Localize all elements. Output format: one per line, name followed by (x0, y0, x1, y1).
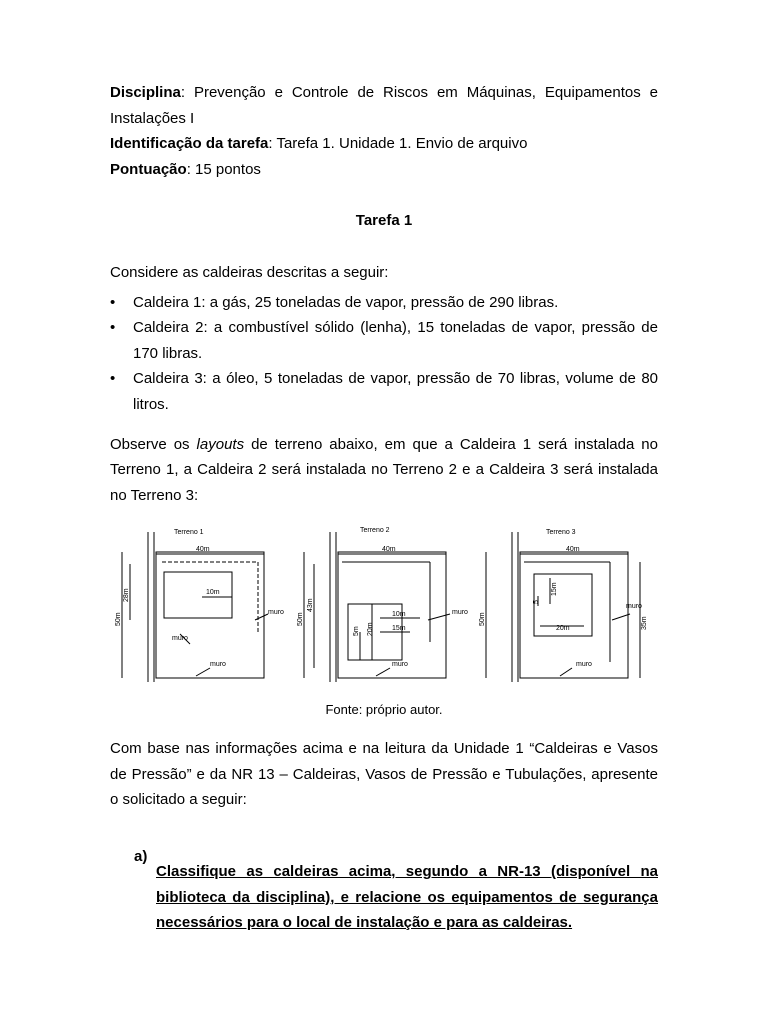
document-body (110, 80, 658, 508)
observe-after: de terreno abaixo, em que a Caldeira 1 será instalada no Terreno 1, a Caldeira 2 será instalada no Terreno 2 e a Caldeira 3 será instalada no Terreno 3: (110, 435, 658, 504)
terreno-3-title: Terreno 3 (546, 529, 576, 536)
terreno-1-diagram (122, 532, 268, 682)
terreno-2-d4-label: 20m (367, 622, 374, 636)
terreno-3-d4-label: 35m (641, 616, 648, 630)
terreno-2-title: Terreno 2 (360, 527, 390, 534)
terreno-1-height-label: 50m (115, 612, 122, 626)
terreno-1-width-label: 40m (196, 546, 210, 553)
disciplina-line (110, 80, 658, 131)
terreno-2-height-label: 50m (297, 612, 304, 626)
terreno-3-d2-label: 15m (551, 582, 558, 596)
terreno-2-wall-label-1: muro (452, 609, 468, 616)
intro-text: Considere as caldeiras descritas a seguir: (110, 263, 389, 281)
list-item (110, 290, 658, 316)
terreno-2-inner-height-label: 43m (307, 598, 314, 612)
terreno-2-diagram (304, 532, 450, 682)
terreno-3-height-label: 50m (479, 612, 486, 626)
pontuacao-label: Pontuação (110, 160, 187, 178)
terreno-2-d1-label: 10m (392, 611, 406, 618)
terreno-1-wall-label-1: muro (268, 609, 284, 616)
pontuacao-value: : 15 pontos (186, 160, 261, 178)
disciplina-value: : Prevenção e Controle de Riscos em Máquinas, Equipamentos e Instalações I (110, 84, 658, 127)
terreno-2-wall-label-2: muro (392, 661, 408, 668)
terreno-1-title: Terreno 1 (174, 529, 204, 536)
identificacao-line (110, 131, 658, 157)
identificacao-value: : Tarefa 1. Unidade 1. Envio de arquivo (268, 135, 528, 153)
observe-before: Observe os (110, 435, 197, 453)
terreno-1-inner-width-label: 10m (206, 589, 220, 596)
terreno-2-d2-label: 15m (392, 625, 406, 632)
terreno-1-wall-label-2: muro (172, 635, 188, 642)
terreno-3-d3-label: 20m (556, 625, 570, 632)
page-title: Tarefa 1 (355, 212, 413, 230)
bullet-icon: • (110, 319, 116, 337)
pontuacao-line (110, 157, 658, 183)
bullet-icon: • (110, 293, 116, 311)
bullet-icon: • (110, 370, 116, 388)
observe-paragraph (110, 432, 658, 509)
terreno-1-wall-label-3: muro (210, 661, 226, 668)
terreno-3-d1-label: 5 (533, 600, 540, 604)
list-item (110, 315, 658, 366)
identificacao-label: Identificação da tarefa (110, 135, 269, 153)
basis-block (110, 736, 658, 813)
question-a-text: Classifique as caldeiras acima, segundo a NR-13 (disponível na biblioteca da disciplina), e relacione os equipamentos de segurança necessários para o local de instalação e para as caldeiras. (156, 863, 658, 932)
list-item (110, 366, 658, 417)
boiler-list (110, 290, 658, 418)
disciplina-label: Disciplina (110, 84, 181, 101)
terreno-3-wall-label-2: muro (576, 661, 592, 668)
observe-italic: layouts (196, 435, 245, 453)
boiler-3-text: Caldeira 3: a óleo, 5 toneladas de vapor, pressão de 70 libras, volume de 80 litros. (133, 370, 658, 413)
terreno-3-diagram (486, 532, 640, 682)
terreno-2-width-label: 40m (382, 546, 396, 553)
terreno-3-width-label: 40m (566, 546, 580, 553)
terreno-1-inner-height-label: 28m (123, 588, 130, 602)
terreno-2-d3-label: 5m (353, 626, 360, 636)
boiler-2-text: Caldeira 2: a combustível sólido (lenha), 15 toneladas de vapor, pressão de 170 libras. (133, 319, 658, 362)
question-a (134, 844, 658, 951)
figure-caption: Fonte: próprio autor. (325, 702, 443, 717)
terreno-3-wall-label-1: muro (626, 603, 642, 610)
boiler-1-text: Caldeira 1: a gás, 25 toneladas de vapor, pressão de 290 libras. (133, 293, 559, 311)
question-a-label: a) (134, 848, 148, 865)
terrain-layouts-figure (110, 522, 658, 684)
basis-paragraph: Com base nas informações acima e na leitura da Unidade 1 “Caldeiras e Vasos de Pressão” e da NR 13 – Caldeiras, Vasos de Pressão e Tubulações, apresente o solicitado a seguir: (110, 740, 658, 809)
